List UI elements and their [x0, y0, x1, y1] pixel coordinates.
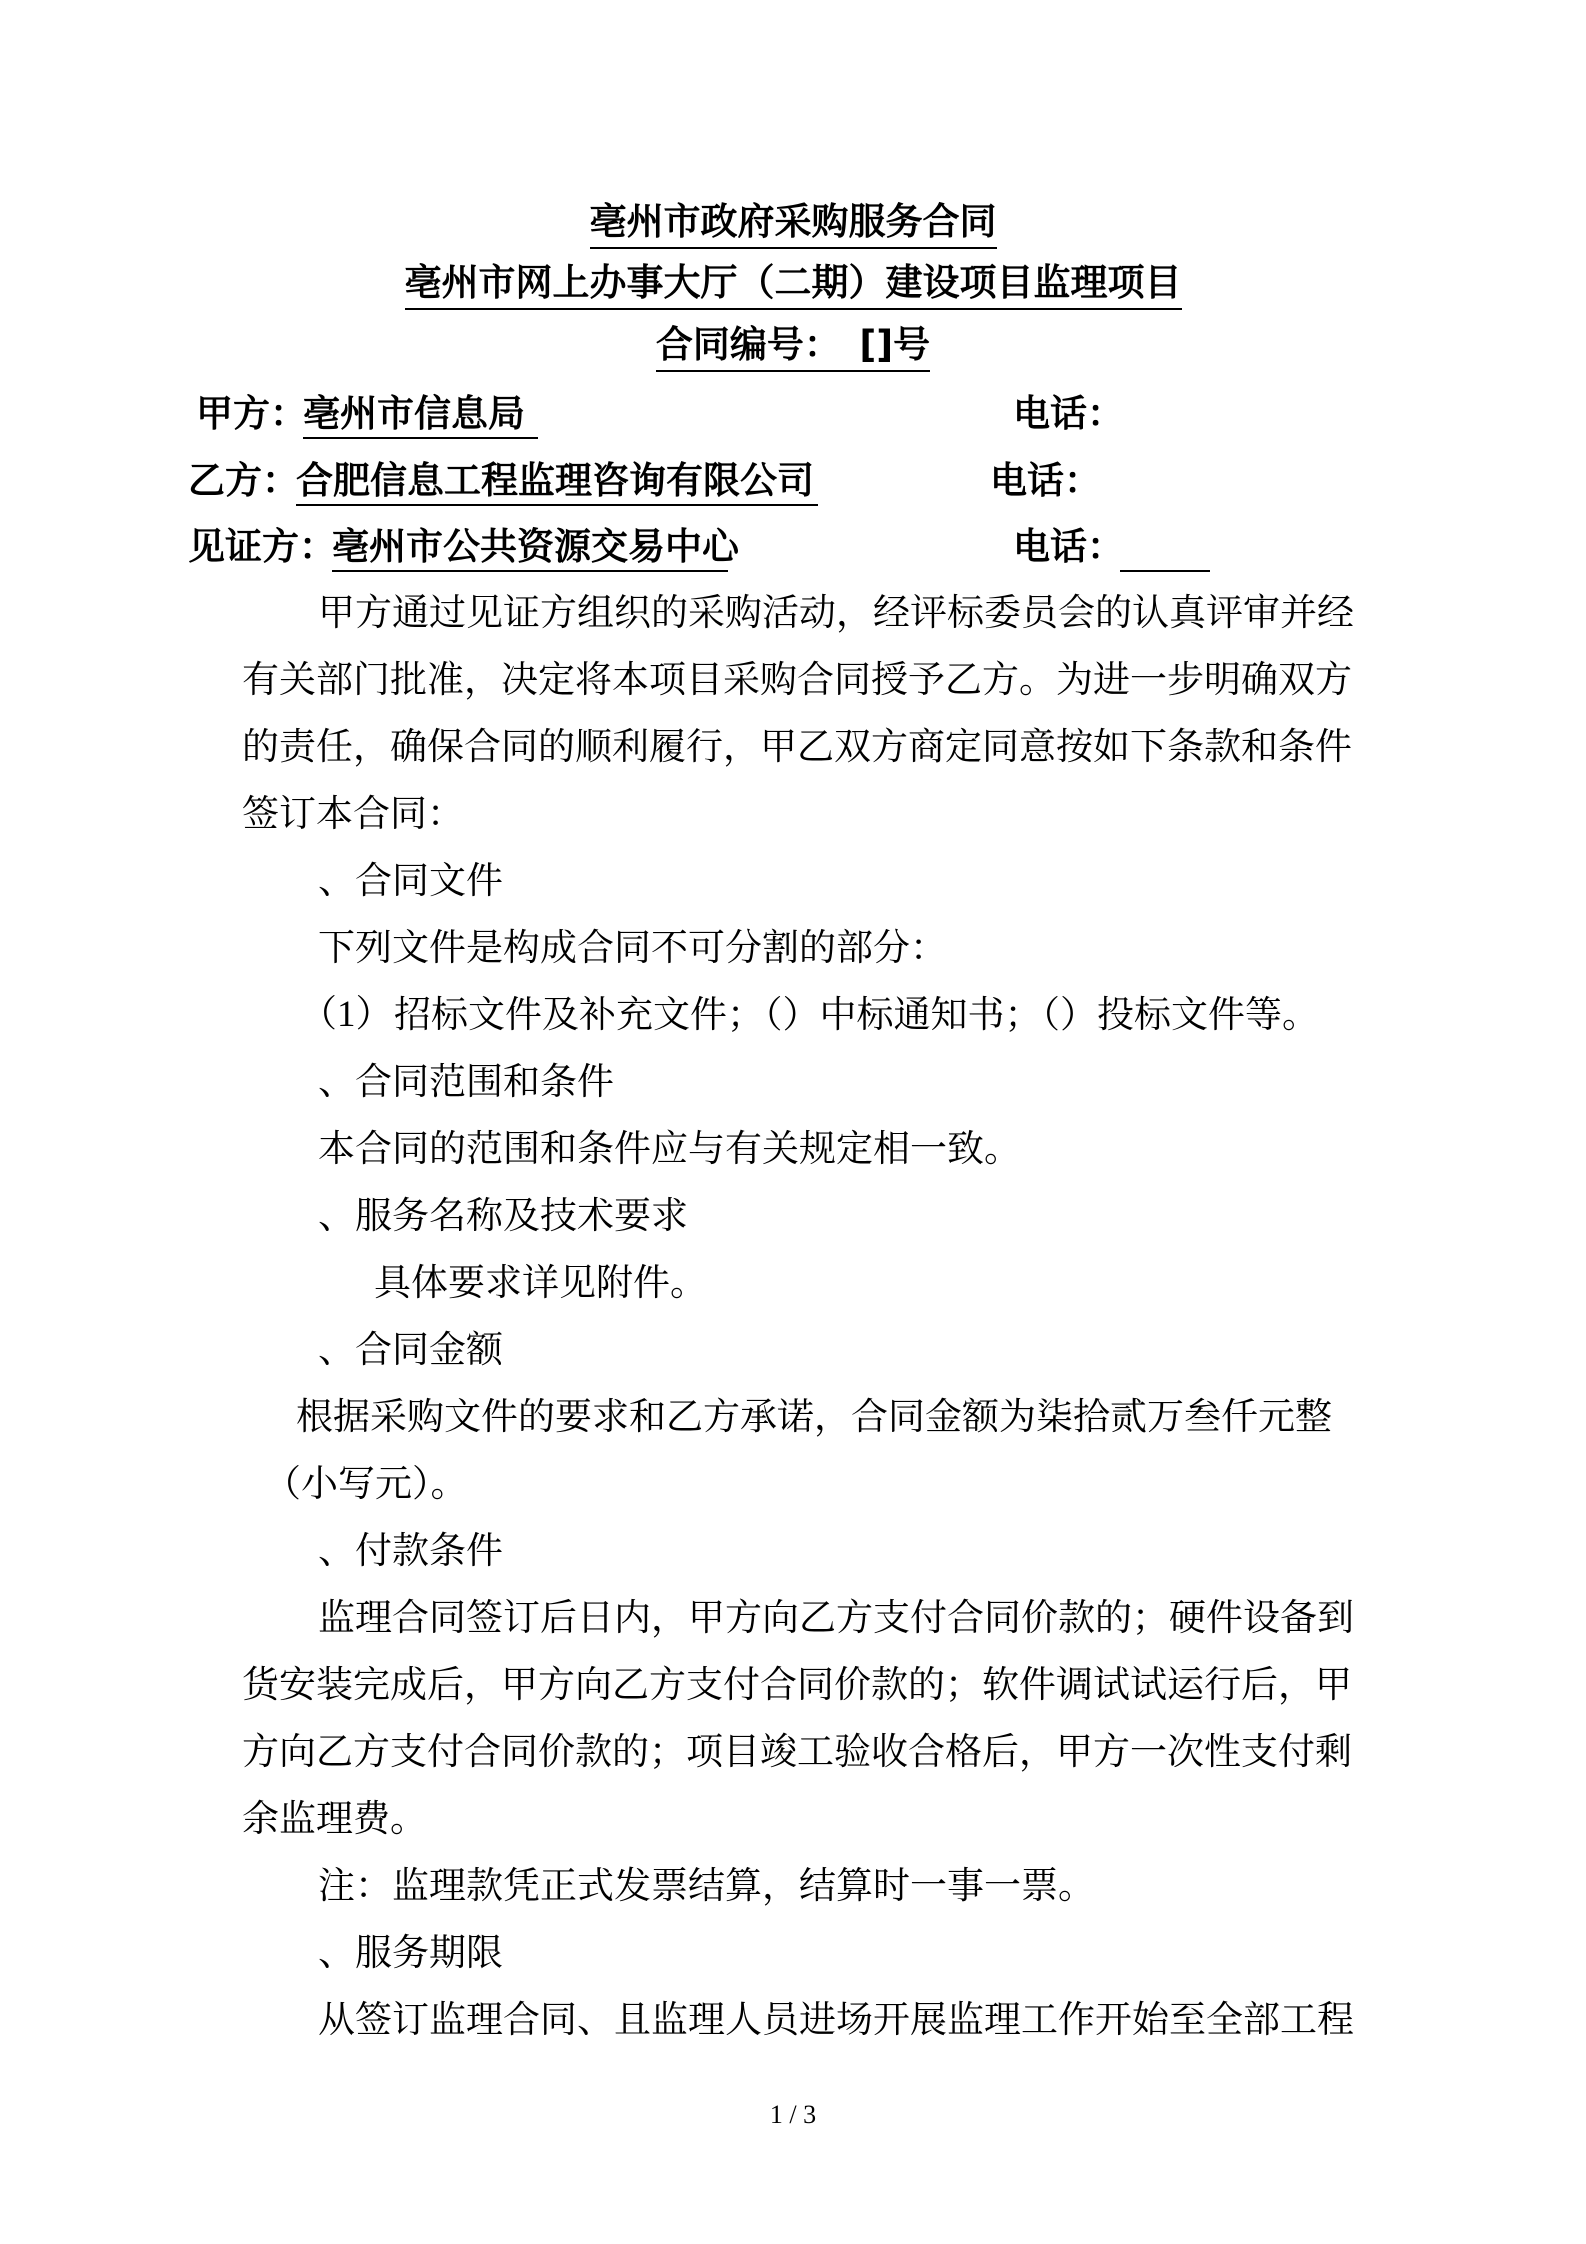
section-heading: 、服务期限: [318, 1931, 503, 1974]
section-text: 余监理费。: [242, 1797, 427, 1840]
party-b-name: 合肥信息工程监理咨询有限公司: [296, 459, 814, 502]
section-text: （小写元）。: [264, 1462, 468, 1505]
party-b-label: 乙方：: [188, 459, 299, 502]
intro-line: 甲方通过见证方组织的采购活动，经评标委员会的认真评审并经: [318, 591, 1354, 634]
page-number: 1 / 3: [769, 2100, 817, 2129]
party-a-underline: [303, 437, 538, 439]
section-text: 具体要求详见附件。: [374, 1261, 707, 1304]
party-b-underline: [296, 504, 818, 506]
witness-underline: [332, 570, 728, 572]
party-a-label: 甲方：: [196, 392, 307, 435]
section-text: 下列文件是构成合同不可分割的部分：: [318, 926, 947, 969]
section-text: 方向乙方支付合同价款的；项目竣工验收合格后，甲方一次性支付剩: [242, 1730, 1352, 1773]
project-title: 亳州市网上办事大厅（二期）建设项目监理项目: [0, 264, 1586, 301]
section-text: 本合同的范围和条件应与有关规定相一致。: [318, 1127, 1021, 1170]
section-heading: 、付款条件: [318, 1529, 503, 1572]
contract-title: 亳州市政府采购服务合同: [0, 203, 1586, 240]
section-heading: 、合同金额: [318, 1328, 503, 1371]
witness-label: 见证方：: [188, 525, 336, 568]
section-text: 货安装完成后，甲方向乙方支付合同价款的；软件调试试运行后，甲: [242, 1663, 1352, 1706]
party-a-phone-label: 电话：: [1013, 392, 1124, 435]
intro-line: 有关部门批准，决定将本项目采购合同授予乙方。为进一步明确双方: [242, 658, 1352, 701]
contract-number: 合同编号： []号: [0, 326, 1586, 363]
section-text: 招标文件及补充文件；（）中标通知书；（）投标文件等。: [394, 993, 1319, 1036]
section-text: 从签订监理合同、且监理人员进场开展监理工作开始至全部工程: [318, 1998, 1354, 2041]
party-a-name: 亳州市信息局: [303, 392, 525, 435]
intro-line: 签订本合同：: [242, 792, 464, 835]
witness-name: 亳州市公共资源交易中心: [332, 525, 739, 568]
section-heading: 、合同文件: [318, 859, 503, 902]
witness-phone-label: 电话：: [1013, 525, 1124, 568]
section-text: 根据采购文件的要求和乙方承诺，合同金额为柒拾贰万叁仟元整: [296, 1395, 1332, 1438]
section-text: 监理合同签订后日内，甲方向乙方支付合同价款的；硬件设备到: [318, 1596, 1354, 1639]
party-b-phone-label: 电话：: [990, 459, 1101, 502]
intro-line: 的责任，确保合同的顺利履行，甲乙双方商定同意按如下条款和条件: [242, 725, 1352, 768]
witness-phone-blank: [1120, 570, 1210, 572]
section-note: 注：监理款凭正式发票结算，结算时一事一票。: [318, 1864, 1095, 1907]
section-item-number: （1）: [300, 994, 393, 1035]
section-heading: 、合同范围和条件: [318, 1060, 614, 1103]
section-heading: 、服务名称及技术要求: [318, 1194, 688, 1237]
